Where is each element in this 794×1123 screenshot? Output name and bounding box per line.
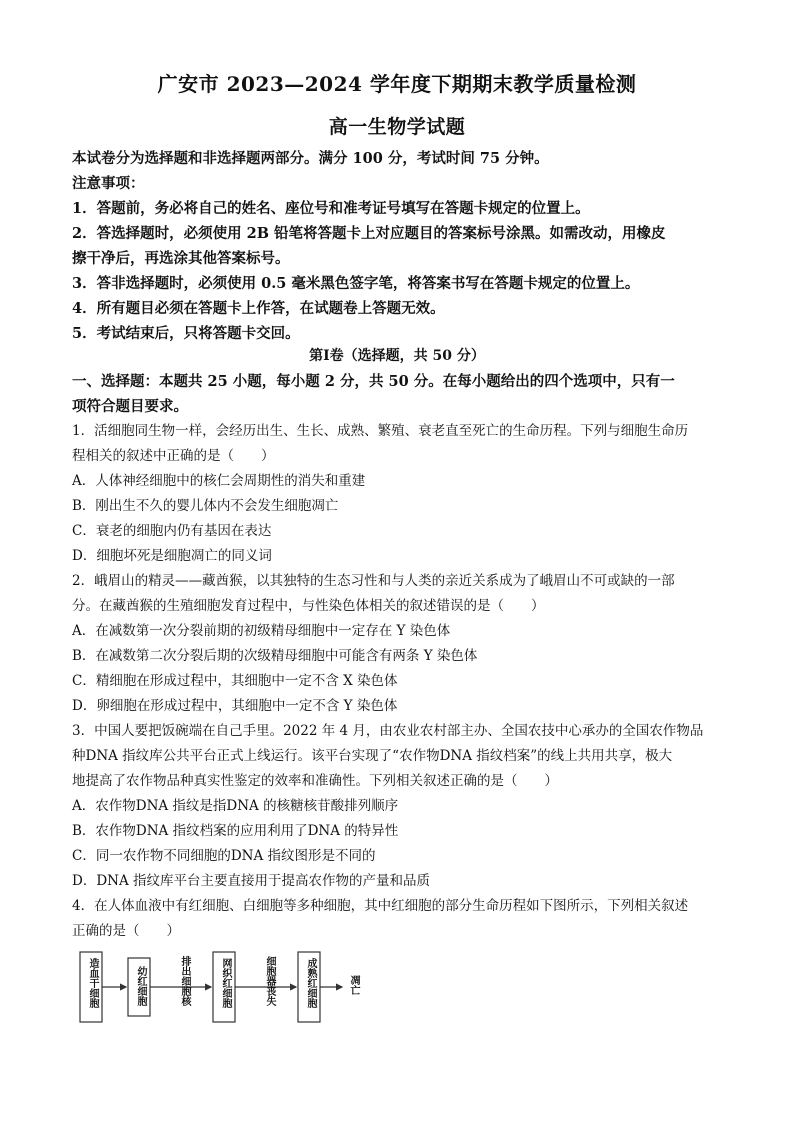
flow-box-label: 网织红细胞 — [220, 958, 231, 1008]
instructions-block — [72, 146, 722, 346]
question-stem: 1．活细胞同生物一样，会经历出生、生长、成熟、繁殖、衰老直至死亡的生命历程。下列与细胞生命历 — [72, 423, 689, 439]
instruction-item: 4．所有题目必须在答题卡上作答，在试题卷上答题无效。 — [72, 300, 445, 317]
exam-subtitle: 高一生物学试题 — [328, 116, 466, 138]
section-lead-line: 项符合题目要求。 — [72, 398, 188, 415]
question-option: C．同一农作物不同细胞的DNA 指纹图形是不同的 — [72, 848, 376, 864]
section-title: 第Ⅰ卷（选择题，共 50 分） — [309, 348, 485, 364]
flow-box-label: 幼红细胞 — [135, 966, 146, 1006]
question-option: B．在减数第二次分裂后期的次级精母细胞中可能含有两条 Y 染色体 — [72, 648, 478, 664]
flow-step-label: 排出细胞核 — [179, 956, 190, 1006]
instructions-intro: 本试卷分为选择题和非选择题两部分。满分 100 分，考试时间 75 分钟。 — [72, 150, 549, 167]
question-stem: 种DNA 指纹库公共平台正式上线运行。该平台实现了“农作物DNA 指纹档案”的线上共用共享，极大 — [72, 748, 673, 764]
flow-box-label: 成熟红细胞 — [305, 958, 316, 1008]
flow-end-label: 凋亡 — [348, 975, 359, 995]
instruction-item: 5．考试结束后，只将答题卡交回。 — [72, 325, 300, 342]
exam-title: 广安市 2023—2024 学年度下期期末教学质量检测 — [157, 72, 637, 96]
instruction-item: 2．答选择题时，必须使用 2B 铅笔将答题卡上对应题目的答案标号涂黑。如需改动，用橡皮 — [72, 225, 666, 242]
section-lead-line: 一、选择题：本题共 25 小题，每小题 2 分，共 50 分。在每小题给出的四个选项中，只有一 — [72, 373, 675, 390]
question-stem: 地提高了农作物品种真实性鉴定的效率和准确性。下列相关叙述正确的是（ ） — [72, 773, 558, 789]
question-option: A．农作物DNA 指纹是指DNA 的核糖核苷酸排列顺序 — [72, 798, 399, 814]
question-option: C．衰老的细胞内仍有基因在表达 — [72, 523, 272, 539]
instruction-item: 擦干净后，再选涂其他答案标号。 — [72, 250, 290, 267]
question-stem: 正确的是（ ） — [72, 923, 180, 939]
question-stem: 分。在藏酋猴的生殖细胞发育过程中，与性染色体相关的叙述错误的是（ ） — [72, 598, 545, 614]
instruction-item: 1．答题前，务必将自己的姓名、座位号和准考证号填写在答题卡规定的位置上。 — [72, 200, 590, 217]
question-stem: 3．中国人要把饭碗端在自己手里。2022 年 4 月，由农业农村部主办、全国农技中心承办的全国农作物品 — [72, 723, 704, 739]
section-lead — [72, 369, 722, 419]
question-option: A．在减数第一次分裂前期的初级精母细胞中一定存在 Y 染色体 — [72, 623, 451, 639]
flow-step-label: 细胞器丧失 — [264, 956, 275, 1006]
question-stem: 程相关的叙述中正确的是（ ） — [72, 448, 275, 464]
question-option: D．细胞坏死是细胞凋亡的同义词 — [72, 548, 272, 564]
instructions-heading: 注意事项： — [72, 175, 145, 192]
question-stem: 2．峨眉山的精灵——藏酋猴，以其独特的生态习性和与人类的亲近关系成为了峨眉山不可或缺的一部 — [72, 573, 675, 589]
question-option: C．精细胞在形成过程中，其细胞中一定不含 X 染色体 — [72, 673, 398, 689]
flow-box-label: 造血干细胞 — [87, 958, 98, 1008]
question-option: B．刚出生不久的婴儿体内不会发生细胞凋亡 — [72, 498, 339, 514]
question-option: D．卵细胞在形成过程中，其细胞中一定不含 Y 染色体 — [72, 698, 398, 714]
question-option: B．农作物DNA 指纹档案的应用利用了DNA 的特异性 — [72, 823, 399, 839]
question-stem: 4．在人体血液中有红细胞、白细胞等多种细胞，其中红细胞的部分生命历程如下图所示，下列相关叙述 — [72, 898, 689, 914]
questions-block — [72, 419, 722, 944]
instruction-item: 3．答非选择题时，必须使用 0.5 毫米黑色签字笔，将答案书写在答题卡规定的位置上。 — [72, 275, 640, 292]
question-option: A．人体神经细胞中的核仁会周期性的消失和重建 — [72, 473, 366, 489]
question-option: D．DNA 指纹库平台主要直接用于提高农作物的产量和品质 — [72, 873, 430, 889]
